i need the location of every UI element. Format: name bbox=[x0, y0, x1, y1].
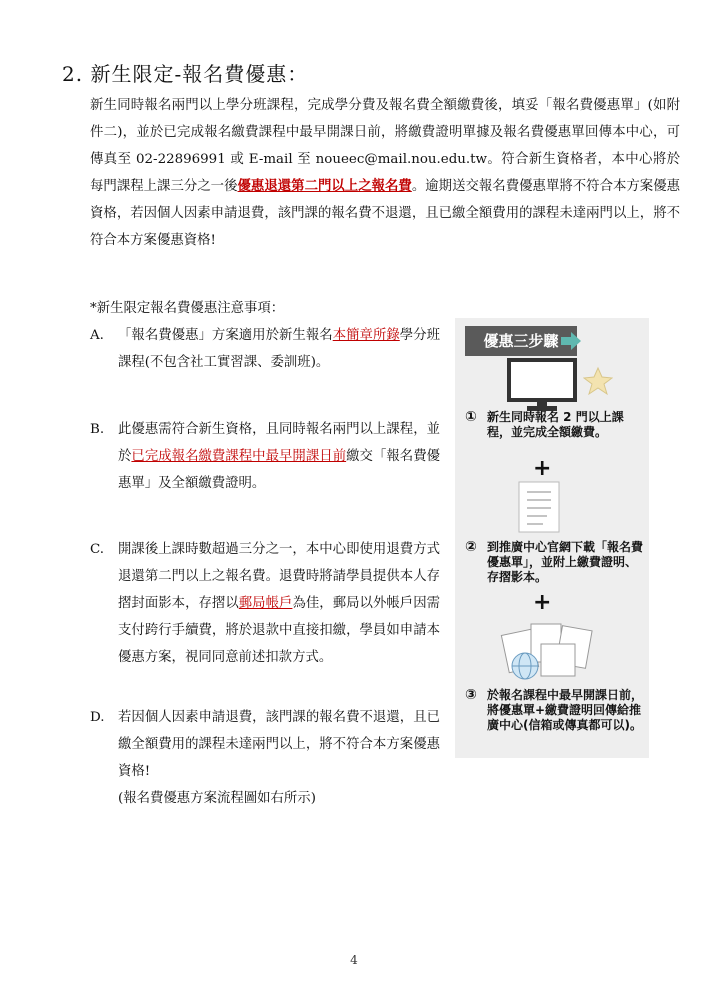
documents-globe-icon bbox=[497, 618, 607, 684]
note-label: C. bbox=[90, 542, 105, 557]
note-text: 為佳，郵局以外帳戶因需支付跨行手續費，將於退款中直接扣繳，學員如申請本優惠方案，視同同意前述扣款方式。 bbox=[118, 596, 441, 665]
note-label: D. bbox=[90, 710, 105, 725]
note-highlight: 郵局帳戶 bbox=[238, 596, 293, 611]
page-number: 4 bbox=[350, 953, 358, 967]
note-text: 此優惠需符合新生資格，且同時報名兩門以上課程，並於 bbox=[118, 422, 440, 464]
plus-icon: + bbox=[533, 456, 552, 481]
panel-title: 優惠三步驟 bbox=[465, 326, 577, 356]
note-c bbox=[90, 536, 440, 671]
paragraph-text-2: 。逾期送交報名費優惠單將不符合本方案優惠資格，若因個人因素申請退費，該門課的報名費不退還，且已繳全額費用的課程未達兩門以上，將不符合本方案優惠資格! bbox=[90, 179, 681, 248]
step-number: ③ bbox=[465, 687, 477, 703]
main-paragraph bbox=[90, 92, 680, 254]
note-text: 開課後上課時數超過三分之一，本中心即使用退費方式退還第二門以上之報名費。退費時將請學員提供本人存摺封面影本，存摺以 bbox=[118, 542, 440, 611]
flow-caption: (報名費優惠方案流程圖如右所示) bbox=[118, 791, 316, 806]
note-text: 學分班課程(不包含社工實習課、委訓班)。 bbox=[118, 328, 441, 370]
note-a bbox=[90, 322, 440, 376]
note-label: B. bbox=[90, 422, 105, 437]
notes-title: *新生限定報名費優惠注意事項： bbox=[90, 301, 285, 316]
monitor-icon bbox=[507, 358, 587, 414]
document-icon bbox=[517, 480, 563, 536]
step-1 bbox=[465, 410, 645, 440]
arrow-right-icon bbox=[561, 330, 583, 352]
step-3 bbox=[465, 688, 645, 733]
note-text: 「報名費優惠」方案適用於新生報名 bbox=[118, 328, 333, 343]
note-text: 繳交「報名費優惠單」及全額繳費證明。 bbox=[118, 449, 441, 491]
note-highlight: 本簡章所錄 bbox=[332, 328, 400, 343]
note-highlight: 已完成報名繳費課程中最早開課日前 bbox=[131, 449, 347, 464]
paragraph-highlight: 優惠退還第二門以上之報名費 bbox=[237, 178, 412, 194]
note-body bbox=[118, 416, 440, 497]
note-b bbox=[90, 416, 440, 497]
note-label: A. bbox=[90, 328, 104, 343]
note-body bbox=[118, 322, 440, 376]
step-text: 到推廣中心官網下載「報名費優惠單」，並附上繳費證明、存摺影本。 bbox=[487, 540, 644, 584]
note-body bbox=[118, 536, 440, 671]
section-heading: 2. 新生限定-報名費優惠： bbox=[62, 62, 309, 86]
step-number: ② bbox=[465, 539, 477, 555]
step-text: 於報名課程中最早開課日前，將優惠單+繳費證明回傳給推廣中心(信箱或傳真都可以)。 bbox=[487, 688, 644, 732]
step-number: ① bbox=[465, 409, 477, 425]
star-icon bbox=[583, 366, 613, 396]
paragraph-text-1: 新生同時報名兩門以上學分班課程，完成學分費及報名費全額繳費後，填妥「報名費優惠單」(如附件二)，並於已完成報名繳費課程中最早開課日前，將繳費證明單據及報名費優惠單回傳本中心，可傳真至 02-22896991 或 E-mail 至 noueec@mail.nou.edu.tw。符合新生資格者，本中心將於每門課程上課三分之一後 bbox=[90, 98, 680, 194]
note-body bbox=[118, 704, 440, 812]
plus-icon: + bbox=[533, 590, 552, 615]
steps-panel bbox=[455, 318, 649, 758]
step-text: 新生同時報名 2 門以上課程，並完成全額繳費。 bbox=[487, 410, 624, 439]
step-2 bbox=[465, 540, 645, 585]
note-text: 若因個人因素申請退費，該門課的報名費不退還，且已繳全額費用的課程未達兩門以上，將不符合本方案優惠資格! bbox=[118, 710, 440, 779]
note-d bbox=[90, 704, 440, 812]
